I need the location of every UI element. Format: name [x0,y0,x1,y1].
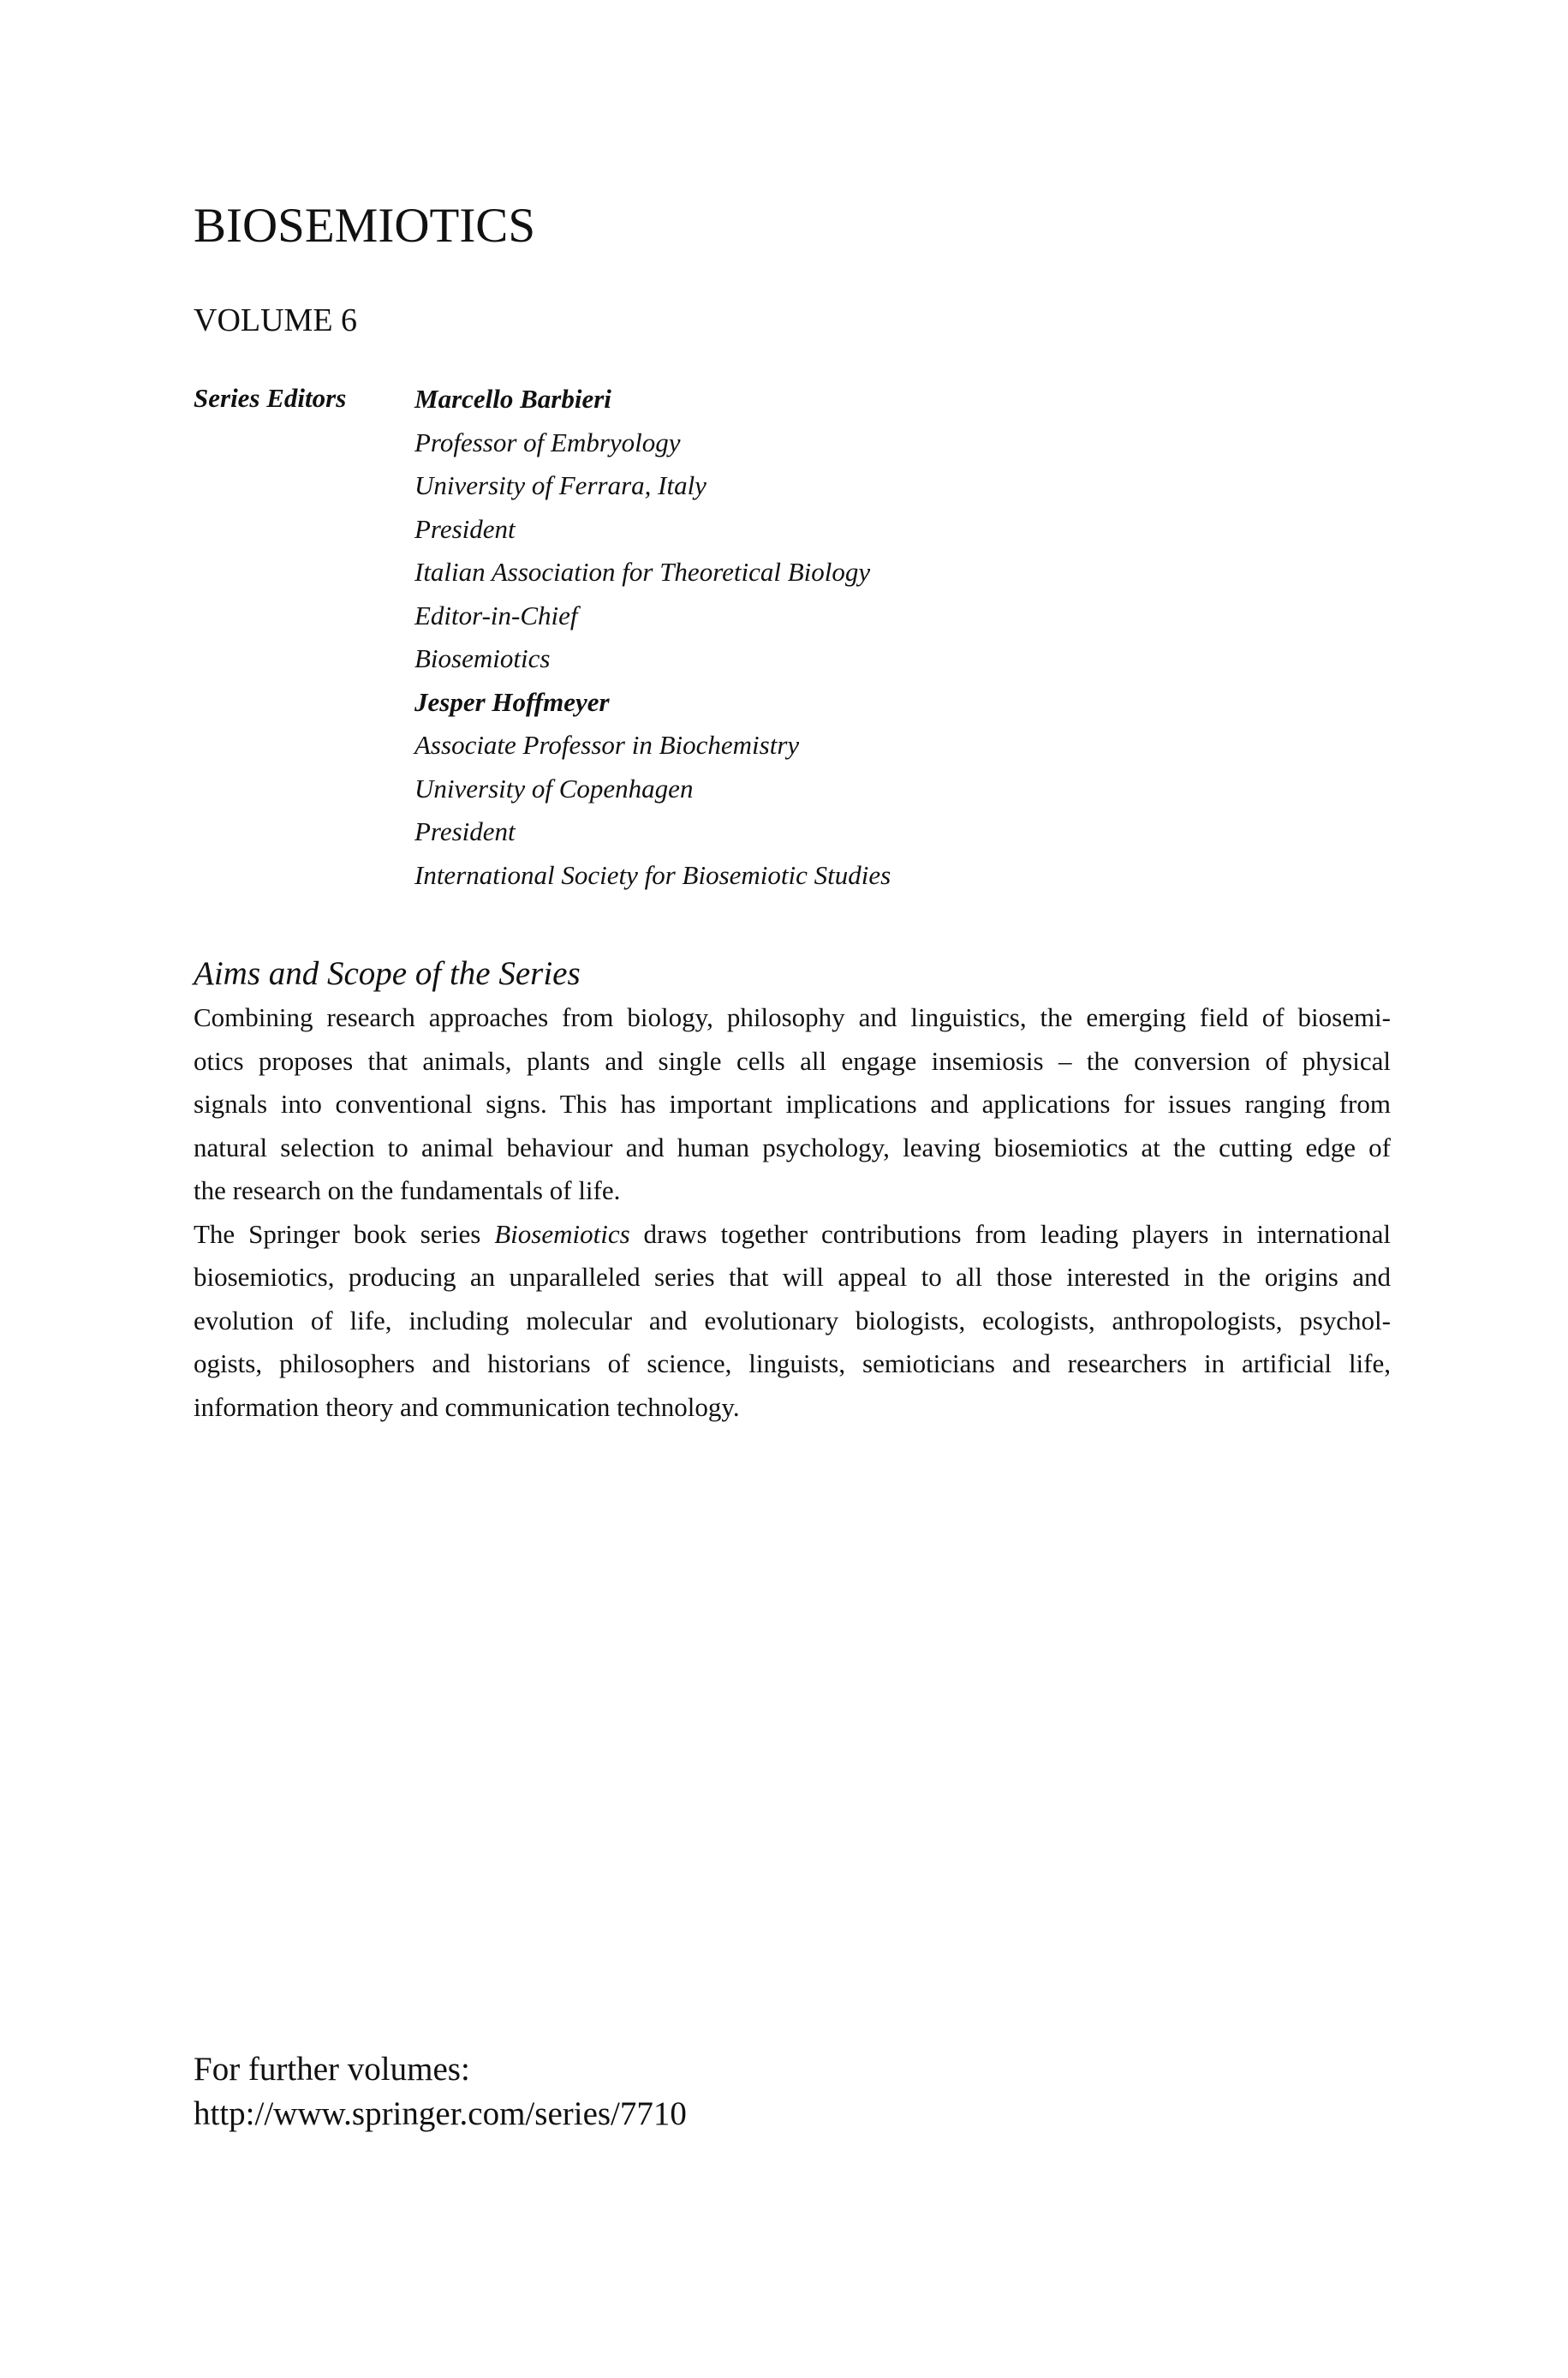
aims-scope-heading: Aims and Scope of the Series [194,955,581,992]
aims-paragraph-2 [194,1213,1391,1430]
editor-affiliation: Italian Association for Theoretical Biology [414,557,871,587]
editor-affiliation: University of Ferrara, Italy [414,470,706,500]
editor-affiliation: Editor-in-Chief [414,600,578,630]
editor-affiliation: Biosemiotics [414,643,551,673]
editor-affiliation: University of Copenhagen [414,773,694,804]
series-url: http://www.springer.com/series/7710 [194,2095,687,2132]
text-line: the research on the fundamentals of life. [194,1175,621,1205]
editor-affiliation: President [414,816,516,846]
text-line: ogists, philosophers and historians of science, linguists, semioticians and researchers in artificial life, [194,1348,1391,1378]
aims-scope-body [194,996,1391,1429]
text-run: The Springer book series [194,1218,495,1249]
text-run: draws together contributions from leading players in international [629,1218,1391,1249]
editor-name: Marcello Barbieri [414,384,611,414]
editor-affiliation: President [414,513,516,544]
further-volumes-label: For further volumes: [194,2051,470,2088]
editor-affiliation: Associate Professor in Biochemistry [414,730,800,760]
series-title: BIOSEMIOTICS [194,199,536,253]
text-line: otics proposes that animals, plants and single cells all engage insemiosis – the conversion of physical [194,1045,1391,1076]
text-line [194,1213,1391,1257]
text-line: signals into conventional signs. This has important implications and applications for issues ranging from [194,1089,1391,1119]
text-line: Combining research approaches from biology, philosophy and linguistics, the emerging field of biosemi- [194,1002,1391,1032]
series-editors-list [414,378,1442,897]
text-line: natural selection to animal behaviour and human psychology, leaving biosemiotics at the cutting edge of [194,1132,1391,1162]
further-volumes-block [194,2047,687,2136]
aims-paragraph-1 [194,996,1391,1213]
editor-name: Jesper Hoffmeyer [414,686,610,717]
editor-affiliation: Professor of Embryology [414,427,681,457]
series-name-italic: Biosemiotics [494,1218,630,1249]
editor-affiliation: International Society for Biosemiotic Studies [414,859,891,890]
series-editors-label: Series Editors [194,383,347,413]
text-line: information theory and communication technology. [194,1391,740,1422]
text-line: evolution of life, including molecular and evolutionary biologists, ecologists, anthropologists, psychol- [194,1305,1391,1335]
text-line: biosemiotics, producing an unparalleled series that will appeal to all those interested in the origins and [194,1262,1391,1292]
volume-number: VOLUME 6 [194,302,358,338]
